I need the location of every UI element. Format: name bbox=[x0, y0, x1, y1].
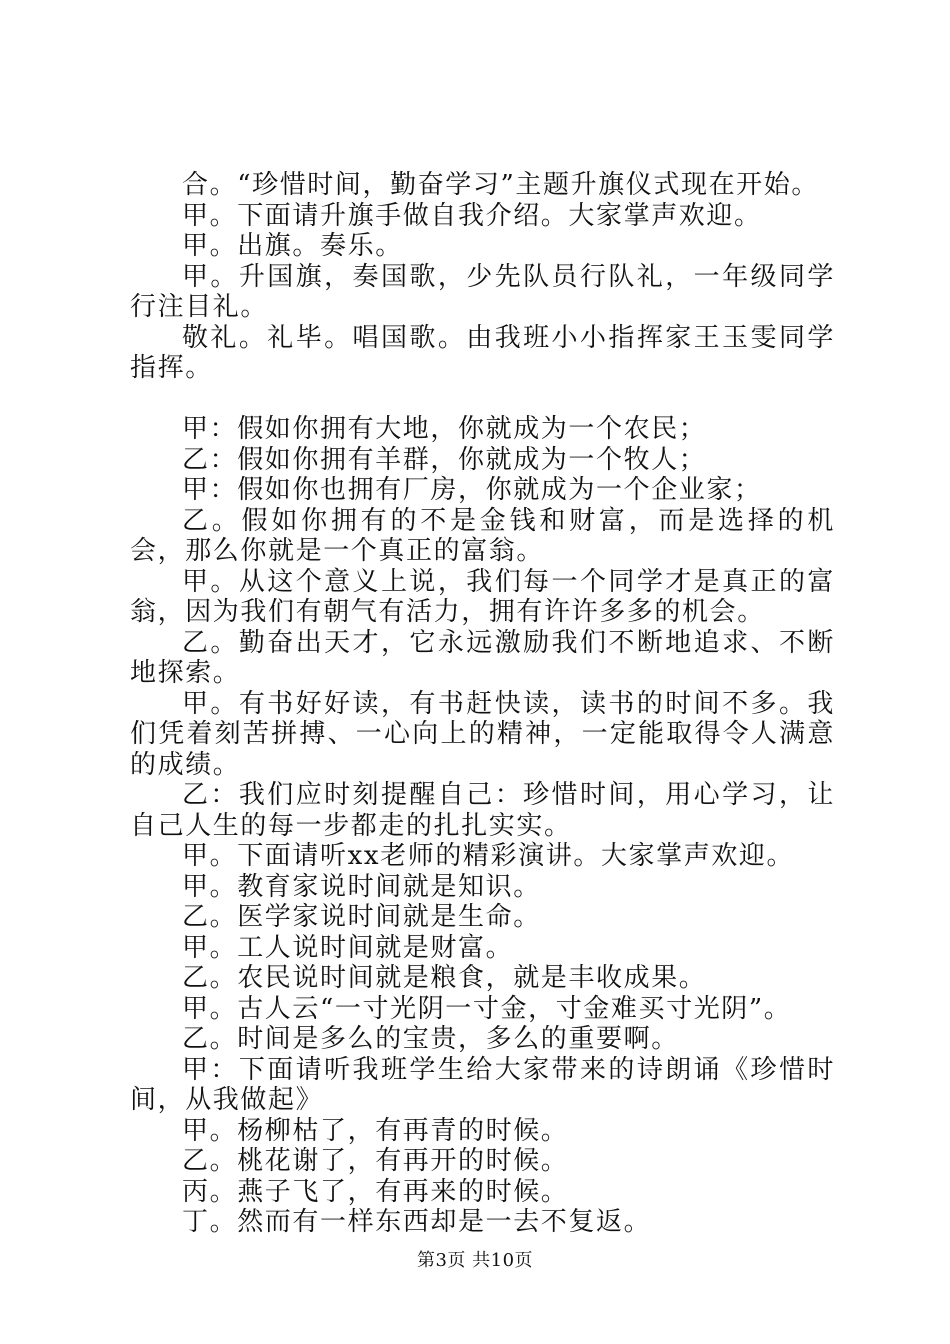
paragraph: 甲：下面请听我班学生给大家带来的诗朗诵《珍惜时间，从我做起》 bbox=[130, 1054, 835, 1115]
paragraph: 甲。杨柳枯了，有再青的时候。 bbox=[182, 1115, 569, 1146]
paragraph: 乙。假如你拥有的不是金钱和财富，而是选择的机会，那么你就是一个真正的富翁。 bbox=[130, 505, 835, 566]
paragraph: 丁。然而有一样东西却是一去不复返。 bbox=[182, 1207, 652, 1237]
paragraph: 甲。教育家说时间就是知识。 bbox=[182, 871, 541, 902]
paragraph: 丙。燕子飞了，有再来的时候。 bbox=[182, 1176, 569, 1207]
paragraph: 甲。下面请听xx老师的精彩演讲。大家掌声欢迎。 bbox=[182, 841, 795, 871]
paragraph: 乙。医学家说时间就是生命。 bbox=[182, 902, 541, 932]
paragraph: 甲。古人云“一寸光阴一寸金，寸金难买寸光阴”。 bbox=[182, 993, 792, 1024]
paragraph: 甲。从这个意义上说，我们每一个同学才是真正的富翁，因为我们有朝气有活力，拥有许许多多的机会。 bbox=[130, 566, 835, 627]
paragraph: 甲：假如你拥有大地，你就成为一个农民； bbox=[182, 414, 707, 444]
paragraph: 乙。农民说时间就是粮食，就是丰收成果。 bbox=[182, 963, 707, 993]
paragraph: 乙：假如你拥有羊群，你就成为一个牧人； bbox=[182, 444, 707, 475]
paragraph: 乙。桃花谢了，有再开的时候。 bbox=[182, 1146, 569, 1176]
page-number-footer: 第3页 共10页 bbox=[416, 1250, 534, 1271]
paragraph: 乙。时间是多么的宝贵，多么的重要啊。 bbox=[182, 1024, 679, 1054]
paragraph: 甲。下面请升旗手做自我介绍。大家掌声欢迎。 bbox=[182, 200, 762, 231]
paragraph: 甲。升国旗，奏国歌，少先队员行队礼，一年级同学行注目礼。 bbox=[130, 261, 835, 322]
paragraph: 合。“珍惜时间，勤奋学习”主题升旗仪式现在开始。 bbox=[182, 170, 819, 200]
paragraph: 甲。工人说时间就是财富。 bbox=[182, 932, 514, 963]
paragraph: 甲：假如你也拥有厂房，你就成为一个企业家； bbox=[182, 475, 762, 505]
paragraph: 乙。勤奋出天才，它永远激励我们不断地追求、不断地探索。 bbox=[130, 627, 835, 688]
paragraph: 乙：我们应时刻提醒自己：珍惜时间，用心学习，让自己人生的每一步都走的扎扎实实。 bbox=[130, 780, 835, 841]
paragraph: 甲。出旗。奏乐。 bbox=[182, 231, 403, 261]
paragraph: 敬礼。礼毕。唱国歌。由我班小小指挥家王玉雯同学指挥。 bbox=[130, 322, 835, 383]
document-body bbox=[130, 170, 835, 1238]
paragraph: 甲。有书好好读，有书赶快读，读书的时间不多。我们凭着刻苦拼搏、一心向上的精神，一定能取得令人满意的成绩。 bbox=[130, 688, 835, 780]
